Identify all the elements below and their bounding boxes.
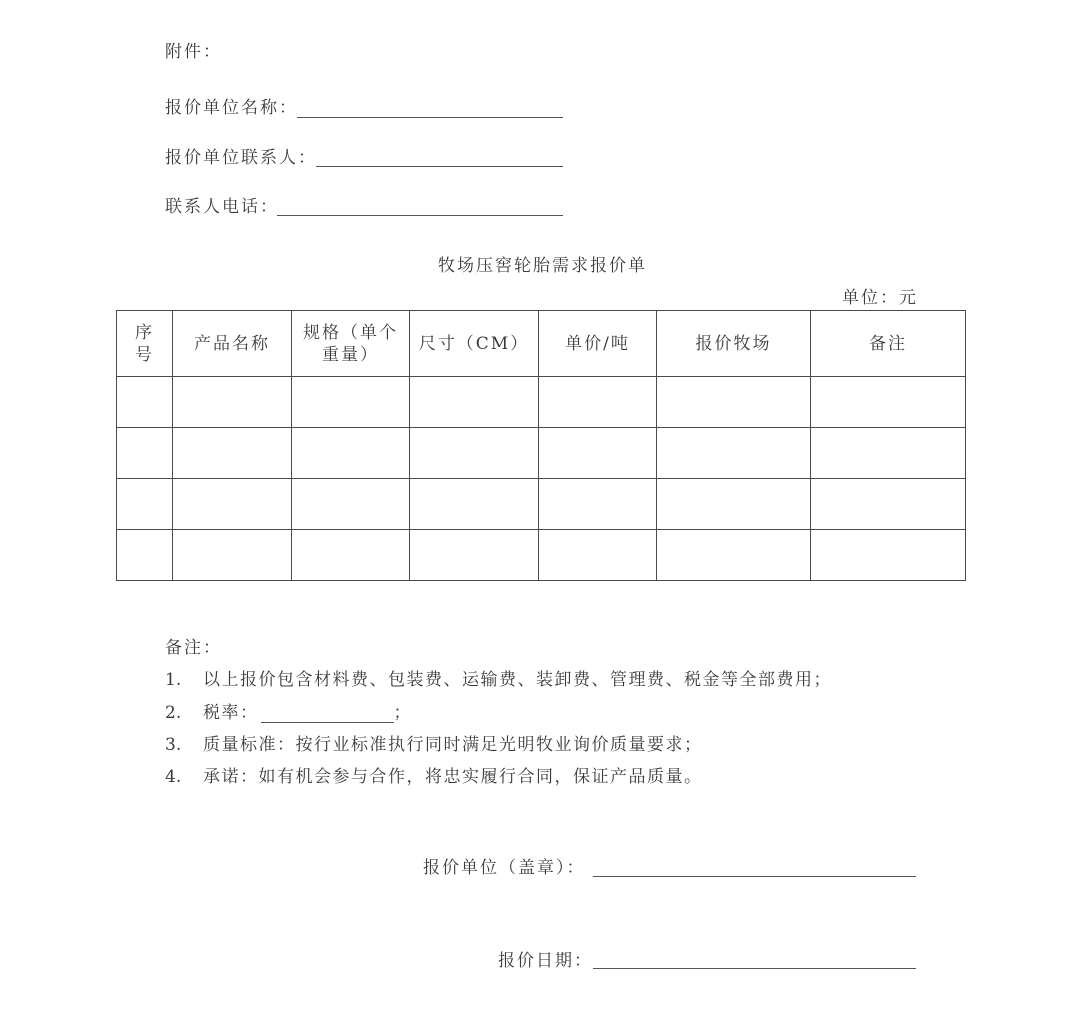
table-cell[interactable] xyxy=(657,479,811,530)
note-text: 税率： xyxy=(203,703,259,723)
note-item-2 xyxy=(165,703,412,723)
table-cell[interactable] xyxy=(539,479,657,530)
column-header-spec xyxy=(292,311,410,377)
column-header-index xyxy=(117,311,173,377)
note-text: 以上报价包含材料费、包装费、运输费、装卸费、管理费、税金等全部费用； xyxy=(203,670,832,690)
table-header-row xyxy=(117,311,966,377)
table-cell[interactable] xyxy=(173,479,292,530)
quoting-contact-label: 报价单位联系人： xyxy=(165,148,317,168)
table-cell[interactable] xyxy=(292,479,410,530)
table-cell[interactable] xyxy=(292,530,410,581)
table-cell[interactable] xyxy=(173,530,292,581)
table-cell[interactable] xyxy=(657,530,811,581)
attachment-label: 附件： xyxy=(165,42,222,62)
note-text-suffix: ； xyxy=(393,703,412,723)
table-cell[interactable] xyxy=(539,428,657,479)
column-header-remarks: 备注 xyxy=(811,311,966,377)
table-cell[interactable] xyxy=(410,428,539,479)
column-header-index-line1: 序 xyxy=(135,322,154,343)
quoting-company-name-field[interactable] xyxy=(297,117,563,118)
form-title: 牧场压窖轮胎需求报价单 xyxy=(438,256,647,276)
table-cell[interactable] xyxy=(117,428,173,479)
column-header-quoting-farm: 报价牧场 xyxy=(657,311,811,377)
table-cell[interactable] xyxy=(410,530,539,581)
notes-heading: 备注： xyxy=(165,638,222,658)
note-item-1 xyxy=(165,670,832,690)
tax-rate-field[interactable] xyxy=(261,704,394,723)
column-header-index-line2: 号 xyxy=(135,344,154,365)
table-cell[interactable] xyxy=(173,377,292,428)
table-cell[interactable] xyxy=(811,530,966,581)
note-number: 1. xyxy=(165,670,182,690)
note-number: 4. xyxy=(165,767,182,787)
table-cell[interactable] xyxy=(539,377,657,428)
table-cell[interactable] xyxy=(292,428,410,479)
note-number: 2. xyxy=(165,703,182,723)
table-row xyxy=(117,479,966,530)
stamp-field[interactable] xyxy=(593,876,916,877)
table-cell[interactable] xyxy=(811,377,966,428)
contact-phone-label: 联系人电话： xyxy=(165,197,279,217)
note-text: 承诺：如有机会参与合作，将忠实履行合同，保证产品质量。 xyxy=(203,767,703,787)
table-row xyxy=(117,530,966,581)
unit-note: 单位：元 xyxy=(842,288,918,308)
stamp-label: 报价单位（盖章）： xyxy=(423,858,586,878)
table-cell[interactable] xyxy=(117,377,173,428)
note-item-4 xyxy=(165,767,703,787)
table-cell[interactable] xyxy=(117,530,173,581)
table-row xyxy=(117,428,966,479)
column-header-size: 尺寸（CM） xyxy=(410,311,539,377)
table-cell[interactable] xyxy=(811,479,966,530)
column-header-spec-line2: 重量） xyxy=(322,344,379,365)
table-cell[interactable] xyxy=(117,479,173,530)
quoting-company-name-label: 报价单位名称： xyxy=(165,98,298,118)
table-cell[interactable] xyxy=(410,377,539,428)
quote-date-label: 报价日期： xyxy=(498,951,593,971)
quote-date-field[interactable] xyxy=(593,968,916,969)
column-header-unit-price: 单价/吨 xyxy=(539,311,657,377)
note-item-3 xyxy=(165,735,703,755)
table-cell[interactable] xyxy=(292,377,410,428)
column-header-spec-line1: 规格（单个 xyxy=(303,322,398,343)
table-cell[interactable] xyxy=(657,428,811,479)
quote-table xyxy=(116,310,966,581)
column-header-product-name: 产品名称 xyxy=(173,311,292,377)
table-cell[interactable] xyxy=(657,377,811,428)
note-number: 3. xyxy=(165,735,182,755)
table-row xyxy=(117,377,966,428)
table-cell[interactable] xyxy=(539,530,657,581)
quoting-contact-field[interactable] xyxy=(316,166,563,167)
table-cell[interactable] xyxy=(410,479,539,530)
note-text: 质量标准：按行业标准执行同时满足光明牧业询价质量要求； xyxy=(203,735,703,755)
table-cell[interactable] xyxy=(173,428,292,479)
contact-phone-field[interactable] xyxy=(277,215,563,216)
table-cell[interactable] xyxy=(811,428,966,479)
